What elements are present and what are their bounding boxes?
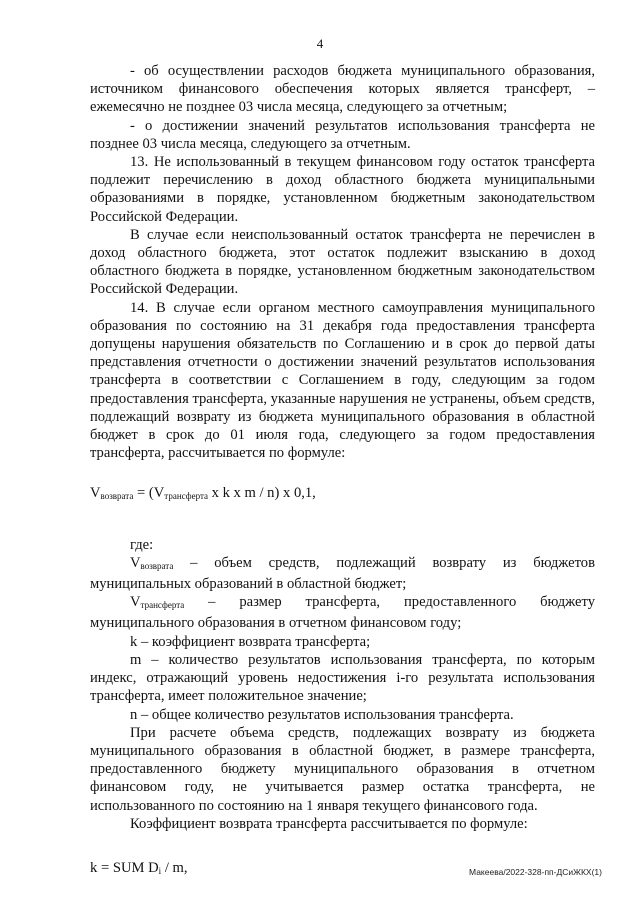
- page-number: 4: [316, 36, 324, 51]
- definition-n: n – общее количество результатов использования трансферта.: [130, 706, 514, 723]
- paragraph-reporting-results: - о достижении значений результатов использования трансферта не позднее 03 числа месяца, следующего за отчетным.: [90, 117, 595, 152]
- formula-lhs-subscript: возврата: [100, 491, 134, 502]
- definition-v-refund: [90, 554, 595, 593]
- formula-coefficient-post: / m,: [161, 859, 188, 876]
- definition-v-transfer: [90, 593, 595, 632]
- definition-symbol: V: [130, 594, 141, 611]
- formula-mid-subscript: трансферта: [164, 491, 208, 502]
- formula-coefficient-pre: k = SUM D: [90, 859, 159, 876]
- paragraph-14: 14. В случае если органом местного самоуправления муниципального образования по состоянию на 31 декабря года предоставления трансферта допущены нарушения обязательств по Соглашению и в срок до первой даты представления отчетности о достижении значений результатов использования трансферта в соответствии с Соглашением в году, следующим за годом предоставления трансферта, указанные нарушения не устранены, объем средств, подлежащий возврату из бюджета муниципального образования в областной бюджет в срок до 01 июля года, следующего за годом предоставления трансферта, рассчитывается по формуле:: [90, 299, 595, 462]
- paragraph-calculation-note: При расчете объема средств, подлежащих возврату из бюджета муниципального образования в областной бюджет, в размере трансферта, предоставленного бюджету муниципального образования в отчетном финансовом году, не учитывается размер остатка трансферта, не использованного по состоянию на 1 января текущего финансового года.: [90, 724, 595, 814]
- definition-text: – размер трансферта, предоставленного бюджету муниципального образования в отчетном финансовом году;: [90, 594, 595, 632]
- formula-lhs: V: [90, 485, 101, 502]
- document-body: [90, 62, 595, 880]
- paragraph-unspent-balance: В случае если неиспользованный остаток трансферта не перечислен в доход областного бюджета, этот остаток подлежит взысканию в доход областного бюджета в порядке, установленном бюджетным законодательством Российской Федерации.: [90, 226, 595, 298]
- definition-m: m – количество результатов использования трансферта, по которым индекс, отражающий уровень недостижения i-го результата использования трансферта, имеет положительное значение;: [90, 651, 595, 705]
- paragraph-13: 13. Не использованный в текущем финансовом году остаток трансферта подлежит перечислению в доход областного бюджета муниципальными образованиями в порядке, установленном бюджетным законодательством Российской Федерации.: [90, 154, 595, 225]
- formula-coefficient-subscript: i: [158, 865, 162, 876]
- definition-text: – объем средств, подлежащий возврату из бюджетов муниципальных образований в областной бюджет;: [90, 554, 595, 593]
- paragraph-reporting-expenses: - об осуществлении расходов бюджета муниципального образования, источником финансового обеспечения которых является трансферт, – ежемесячно не позднее 03 числа месяца, следующего за отчетным;: [90, 63, 595, 116]
- document-reference: Макеева/2022-328-пп-ДСиЖКХ(1): [469, 867, 602, 877]
- formula-mid: = (V: [133, 485, 165, 502]
- definition-k: k – коэффициент возврата трансферта;: [130, 633, 371, 650]
- definition-symbol: V: [130, 554, 141, 571]
- paragraph-coefficient-intro: Коэффициент возврата трансферта рассчитывается по формуле:: [130, 815, 528, 832]
- definition-subscript: возврата: [140, 560, 174, 571]
- definition-subscript: трансферта: [140, 600, 185, 611]
- formula-rhs: x k x m / n) x 0,1,: [208, 485, 316, 502]
- formula-refund-volume: [90, 484, 595, 505]
- where-label: где:: [130, 536, 154, 553]
